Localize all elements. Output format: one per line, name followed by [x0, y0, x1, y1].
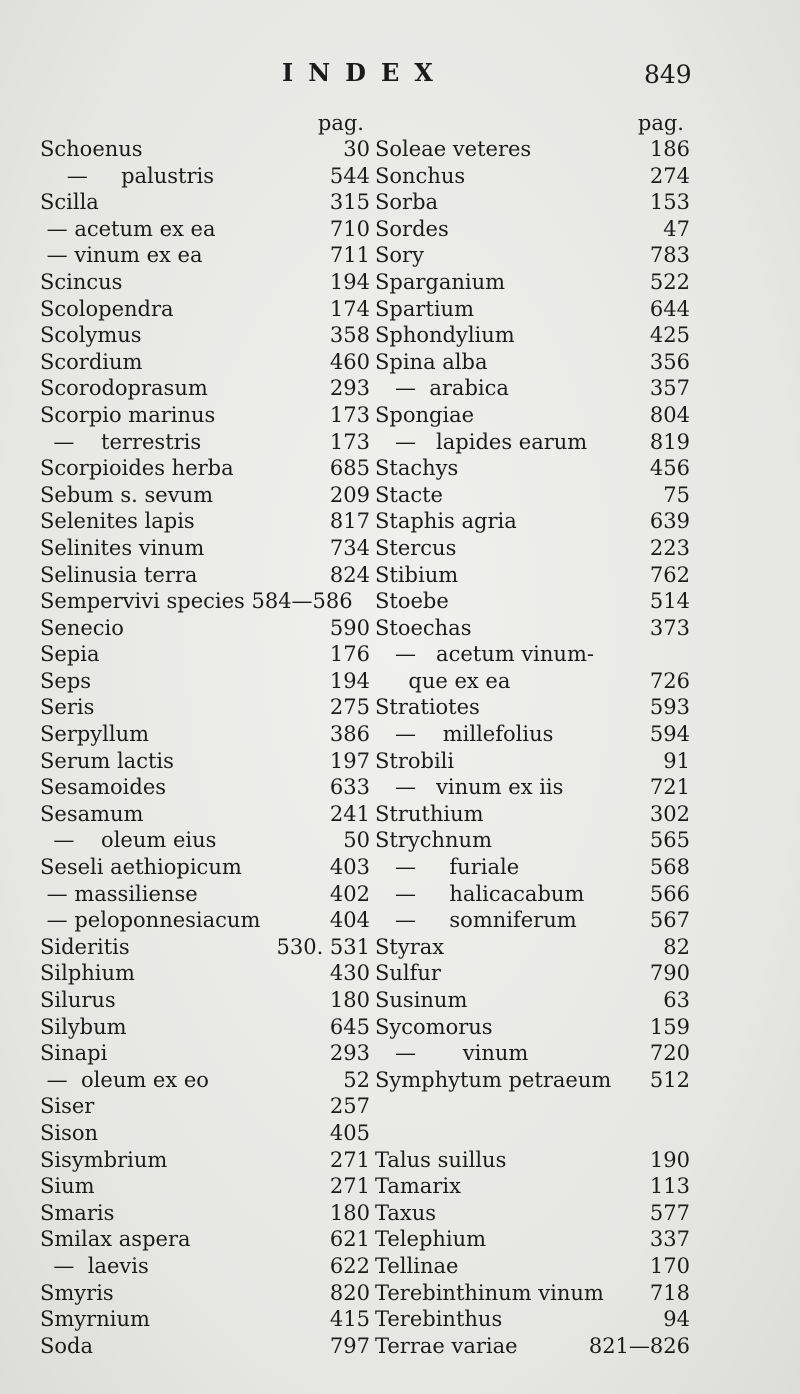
index-entry	[40, 216, 370, 243]
index-entry	[375, 482, 690, 509]
entry-term: Stachys	[375, 456, 459, 481]
index-entry	[40, 242, 370, 269]
index-entry	[375, 269, 690, 296]
index-entry	[40, 721, 370, 748]
index-entry	[375, 1093, 690, 1120]
index-entry	[375, 588, 690, 615]
index-entry	[40, 641, 370, 668]
index-entry	[40, 429, 370, 456]
index-entry	[40, 960, 370, 987]
entry-page: 762	[649, 562, 690, 587]
index-entry	[375, 960, 690, 987]
entry-term: Struthium	[375, 801, 484, 826]
entry-page: 797	[329, 1333, 370, 1358]
index-entry	[40, 402, 370, 429]
index-entry	[375, 987, 690, 1014]
index-entry	[40, 1226, 370, 1253]
index-entry	[40, 801, 370, 828]
entry-page: 734	[329, 535, 370, 560]
entry-page: 358	[329, 323, 370, 348]
entry-page: 456	[649, 456, 690, 481]
entry-page: 159	[649, 1014, 690, 1039]
entry-term: Stoechas	[375, 615, 472, 640]
index-entry	[40, 163, 370, 190]
index-entry	[375, 1333, 690, 1360]
entry-page: 817	[329, 509, 370, 534]
index-entry	[375, 349, 690, 376]
entry-term: — vinum	[375, 1041, 529, 1066]
entry-term: Sempervivi species 584—586	[40, 589, 353, 614]
entry-term: Sesamum	[40, 801, 144, 826]
entry-term: Sonchus	[375, 163, 466, 188]
index-entry	[40, 535, 370, 562]
index-entry	[40, 588, 370, 615]
entry-term: Strobili	[375, 748, 455, 773]
index-entry	[375, 1173, 690, 1200]
entry-page: 30	[343, 137, 370, 161]
entry-term: — massiliense	[40, 881, 198, 906]
index-entry	[375, 455, 690, 482]
entry-page: 711	[329, 243, 370, 268]
entry-page: 302	[649, 801, 690, 826]
entry-term: Scorodoprasum	[40, 376, 208, 401]
entry-page: 176	[329, 642, 370, 667]
entry-page: 726	[649, 668, 690, 693]
entry-term: Spina alba	[375, 349, 488, 374]
index-entry	[40, 349, 370, 376]
entry-term: — oleum eius	[40, 828, 217, 853]
entry-term: Siser	[40, 1094, 95, 1119]
index-entry	[375, 881, 690, 908]
index-entry	[375, 429, 690, 456]
index-entry	[375, 827, 690, 854]
index-entry	[40, 748, 370, 775]
entry-page: 373	[649, 615, 690, 640]
index-entry	[40, 1093, 370, 1120]
entry-term: Soda	[40, 1333, 93, 1358]
entry-page: 403	[329, 855, 370, 880]
entry-page: 783	[649, 243, 690, 268]
entry-term: Seseli aethiopicum	[40, 855, 242, 880]
entry-page: 180	[329, 988, 370, 1012]
entry-term: Stoebe	[375, 589, 449, 614]
entry-term: — halicacabum	[375, 881, 585, 906]
entry-term: Sycomorus	[375, 1014, 493, 1039]
index-entry	[40, 987, 370, 1014]
entry-term: — somniferum	[375, 908, 577, 933]
entry-term: Taxus	[375, 1200, 437, 1225]
entry-page: 315	[329, 190, 370, 215]
entry-page: 50	[343, 828, 370, 853]
entry-term: — oleum ex eo	[40, 1067, 209, 1092]
index-entry	[375, 535, 690, 562]
entry-term: — millefolius	[375, 722, 554, 747]
index-entry	[40, 269, 370, 296]
left-column	[40, 110, 370, 1359]
entry-page: 544	[329, 163, 370, 188]
index-entry	[375, 163, 690, 190]
index-entry	[40, 1306, 370, 1333]
entry-term: Seris	[40, 695, 95, 720]
index-entry	[40, 694, 370, 721]
entry-term: Sinapi	[40, 1041, 108, 1066]
entry-term: Terrae variae	[375, 1333, 518, 1358]
index-entry	[375, 907, 690, 934]
entry-term: Telephium	[375, 1227, 487, 1252]
index-entry	[375, 721, 690, 748]
entry-term: Sparganium	[375, 269, 506, 294]
index-entry	[375, 1200, 690, 1227]
index-entry	[375, 508, 690, 535]
entry-page: 356	[649, 349, 690, 374]
entry-term: — vinum ex ea	[40, 243, 203, 268]
entry-term: Talus suillus	[375, 1147, 507, 1172]
entry-page: 460	[329, 349, 370, 374]
entry-term: Sordes	[375, 216, 449, 241]
index-entry	[40, 375, 370, 402]
index-entry	[40, 189, 370, 216]
entry-page: 275	[329, 695, 370, 720]
index-entry	[375, 242, 690, 269]
entry-term: Smyrnium	[40, 1307, 150, 1332]
entry-page: 522	[649, 269, 690, 294]
index-entry	[375, 1147, 690, 1174]
index-entry	[375, 562, 690, 589]
entry-page: 197	[329, 748, 370, 773]
entry-term: Selinites vinum	[40, 535, 205, 560]
entry-term: Stratiotes	[375, 695, 480, 720]
index-entry	[375, 402, 690, 429]
entry-page: 720	[649, 1041, 690, 1066]
entry-term: Strychnum	[375, 828, 492, 853]
index-entry	[40, 1120, 370, 1147]
index-entry	[40, 1280, 370, 1307]
entry-page: 710	[329, 216, 370, 241]
entry-page: 819	[649, 429, 690, 454]
entry-page: 386	[329, 722, 370, 747]
entry-term: Scolymus	[40, 323, 142, 348]
entry-term: Spartium	[375, 296, 474, 321]
entry-page: 209	[329, 482, 370, 507]
entry-term: Styrax	[375, 934, 445, 959]
entry-term: Staphis agria	[375, 509, 517, 534]
index-entry	[375, 1306, 690, 1333]
index-entry	[375, 694, 690, 721]
entry-term: Sphondylium	[375, 323, 515, 348]
index-entry	[40, 1173, 370, 1200]
entry-term: Sium	[40, 1174, 95, 1199]
index-entry	[375, 216, 690, 243]
entry-page: 47	[663, 216, 690, 241]
page-title: INDEX	[282, 58, 448, 87]
entry-page: 820	[329, 1280, 370, 1305]
entry-page: 91	[663, 748, 690, 773]
entry-term: Tellinae	[375, 1253, 459, 1278]
entry-page: 274	[649, 163, 690, 188]
entry-term: — vinum ex iis	[375, 775, 564, 800]
entry-page: 721	[649, 775, 690, 800]
entry-term: Smaris	[40, 1200, 115, 1225]
index-entry	[375, 1040, 690, 1067]
entry-page: 402	[329, 881, 370, 906]
index-entry	[40, 668, 370, 695]
entry-term: — peloponnesiacum	[40, 908, 261, 933]
entry-page: 194	[329, 269, 370, 294]
index-entry	[375, 1120, 690, 1147]
entry-page: 405	[329, 1120, 370, 1145]
index-entry	[40, 455, 370, 482]
entry-term: — laevis	[40, 1253, 149, 1278]
entry-page: 257	[329, 1094, 370, 1119]
index-entry	[40, 322, 370, 349]
index-entry	[40, 615, 370, 642]
entry-term: Tamarix	[375, 1174, 461, 1199]
entry-page: 621	[329, 1227, 370, 1252]
entry-term: Scorpio marinus	[40, 402, 216, 427]
page-number: 849	[644, 60, 692, 89]
entry-term: Sideritis	[40, 934, 130, 959]
entry-term: que ex ea	[375, 668, 511, 693]
index-entry	[40, 562, 370, 589]
entry-page: 415	[329, 1307, 370, 1332]
entry-page: 821—826	[588, 1333, 690, 1358]
entry-page: 824	[329, 562, 370, 587]
entry-term: Sulfur	[375, 961, 441, 986]
left-entries	[40, 136, 370, 1359]
index-entry	[375, 375, 690, 402]
entry-page: 293	[329, 376, 370, 401]
entry-page: 180	[329, 1200, 370, 1225]
index-entry	[40, 1147, 370, 1174]
entry-term: Scorpioides herba	[40, 456, 234, 481]
entry-page: 113	[649, 1174, 690, 1199]
entry-page: 567	[649, 908, 690, 933]
entry-term: — acetum vinum-	[375, 642, 594, 667]
entry-page: 804	[649, 402, 690, 427]
index-entry	[40, 774, 370, 801]
index-entry	[375, 1280, 690, 1307]
entry-page: 194	[329, 668, 370, 693]
entry-term: — lapides earum	[375, 429, 588, 454]
entry-page: 170	[649, 1253, 690, 1278]
entry-page: 223	[649, 535, 690, 560]
entry-term: Soleae veteres	[375, 137, 532, 161]
index-entry	[40, 881, 370, 908]
entry-page: 512	[649, 1067, 690, 1092]
entry-page: 565	[649, 828, 690, 853]
entry-page: 514	[649, 589, 690, 614]
entry-page: 790	[649, 961, 690, 986]
entry-term: Stacte	[375, 482, 443, 507]
entry-page: 645	[329, 1014, 370, 1039]
entry-page: 644	[649, 296, 690, 321]
entry-term: Scincus	[40, 269, 123, 294]
entry-page: 566	[649, 881, 690, 906]
index-entry	[40, 854, 370, 881]
entry-page: 530. 531	[276, 934, 370, 959]
index-entry	[375, 801, 690, 828]
entry-page: 718	[649, 1280, 690, 1305]
entry-page: 186	[649, 137, 690, 161]
entry-term: Schoenus	[40, 137, 143, 161]
entry-page: 293	[329, 1041, 370, 1066]
entry-term: Seps	[40, 668, 92, 693]
entry-page: 430	[329, 961, 370, 986]
entry-page: 174	[329, 296, 370, 321]
index-entry	[40, 296, 370, 323]
entry-page: 568	[649, 855, 690, 880]
entry-term: Susinum	[375, 988, 468, 1012]
entry-page: 425	[649, 323, 690, 348]
entry-page: 190	[649, 1147, 690, 1172]
entry-term: Stercus	[375, 535, 457, 560]
entry-page: 337	[649, 1227, 690, 1252]
entry-term: Symphytum petraeum	[375, 1067, 612, 1092]
entry-term: Selenites lapis	[40, 509, 195, 534]
pag-label: pag.	[317, 111, 364, 135]
entry-term: Sorba	[375, 190, 439, 215]
entry-term: Sisymbrium	[40, 1147, 168, 1172]
entry-term: Terebinthus	[375, 1307, 503, 1332]
index-entry	[375, 1226, 690, 1253]
entry-term: Spongiae	[375, 402, 475, 427]
index-entry	[375, 1014, 690, 1041]
index-entry	[40, 1200, 370, 1227]
entry-term: Scolopendra	[40, 296, 174, 321]
entry-term: Scordium	[40, 349, 143, 374]
entry-term: Smyris	[40, 1280, 114, 1305]
entry-page: 52	[343, 1067, 370, 1092]
index-entry	[40, 136, 370, 163]
index-entry	[375, 1253, 690, 1280]
entry-term: — acetum ex ea	[40, 216, 216, 241]
entry-term: Selinusia terra	[40, 562, 198, 587]
entry-page: 404	[329, 908, 370, 933]
entry-term: — furiale	[375, 855, 520, 880]
index-entry	[40, 1333, 370, 1360]
entry-term: Sory	[375, 243, 424, 268]
entry-page: 622	[329, 1253, 370, 1278]
index-entry	[40, 1067, 370, 1094]
entry-term: Scilla	[40, 190, 99, 215]
entry-page: 594	[649, 722, 690, 747]
entry-page: 639	[649, 509, 690, 534]
index-entry	[375, 774, 690, 801]
index-entry	[375, 296, 690, 323]
entry-page: 75	[663, 482, 690, 507]
entry-term: Sesamoides	[40, 775, 167, 800]
entry-term: Silurus	[40, 988, 116, 1012]
entry-term: Serpyllum	[40, 722, 150, 747]
index-entry	[40, 508, 370, 535]
entry-term: Sebum s. sevum	[40, 482, 214, 507]
index-entry	[375, 668, 690, 695]
entry-term: Stibium	[375, 562, 459, 587]
index-entry	[375, 136, 690, 163]
entry-page: 82	[663, 934, 690, 959]
index-entry	[375, 934, 690, 961]
entry-term: Serum lactis	[40, 748, 174, 773]
pag-label: pag.	[637, 111, 684, 135]
entry-term: Sison	[40, 1120, 99, 1145]
right-column	[375, 110, 690, 1359]
right-entries	[375, 136, 690, 1359]
entry-term: Sepia	[40, 642, 100, 667]
index-entry	[40, 1040, 370, 1067]
entry-page: 63	[663, 988, 690, 1012]
index-entry	[40, 934, 370, 961]
index-entry	[40, 827, 370, 854]
entry-term: Terebinthinum vinum	[375, 1280, 604, 1305]
entry-page: 94	[663, 1307, 690, 1332]
index-entry	[375, 641, 690, 668]
entry-page: 271	[329, 1147, 370, 1172]
entry-page: 173	[329, 429, 370, 454]
index-entry	[375, 854, 690, 881]
entry-term: — arabica	[375, 376, 509, 401]
entry-term: Senecio	[40, 615, 124, 640]
entry-term: Silybum	[40, 1014, 127, 1039]
entry-term: Silphium	[40, 961, 135, 986]
index-entry	[375, 748, 690, 775]
index-entry	[375, 615, 690, 642]
entry-page: 577	[649, 1200, 690, 1225]
index-entry	[375, 1067, 690, 1094]
entry-term: Smilax aspera	[40, 1227, 191, 1252]
entry-term: — palustris	[40, 163, 215, 188]
entry-page: 590	[329, 615, 370, 640]
entry-term: — terrestris	[40, 429, 202, 454]
entry-page: 357	[649, 376, 690, 401]
entry-page: 633	[329, 775, 370, 800]
entry-page: 173	[329, 402, 370, 427]
index-entry	[40, 907, 370, 934]
entry-page: 685	[329, 456, 370, 481]
index-entry	[40, 482, 370, 509]
entry-page: 241	[329, 801, 370, 826]
entry-page: 593	[649, 695, 690, 720]
index-entry	[375, 322, 690, 349]
index-entry	[40, 1014, 370, 1041]
index-entry	[40, 1253, 370, 1280]
entry-page: 271	[329, 1174, 370, 1199]
entry-page: 153	[649, 190, 690, 215]
index-entry	[375, 189, 690, 216]
